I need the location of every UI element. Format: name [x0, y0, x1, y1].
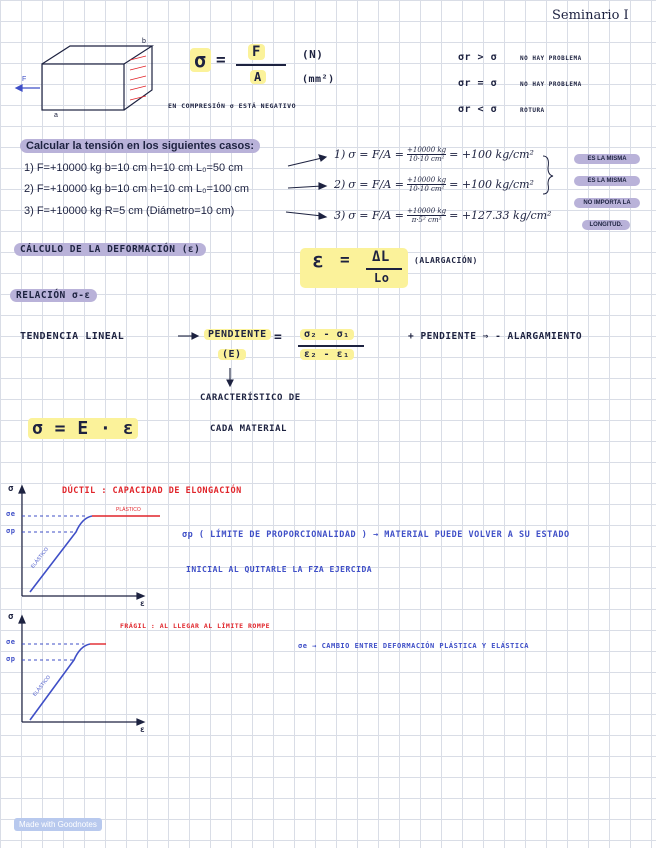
deformation-equals: = — [340, 250, 351, 269]
graph2-elastic-curve — [30, 644, 90, 720]
slope-implication: + PENDIENTE ⇒ - ALARGAMIENTO — [408, 331, 583, 342]
stress-equals: = — [216, 50, 227, 69]
condition-2-rhs: NO HAY PROBLEMA — [520, 81, 582, 88]
result-2-value: = +100 kg/cm² — [449, 178, 534, 191]
graph1-title: DÚCTIL : CAPACIDAD DE ELONGACIÓN — [62, 486, 242, 496]
exercise-case-2: 2) F=+10000 kg b=10 cm h=10 cm L₀=100 cm — [24, 183, 250, 195]
hooke-law: σ = E · ε — [28, 418, 138, 439]
graph2-tick-e: σe — [6, 638, 16, 646]
deformation-numerator: ΔL — [372, 249, 390, 265]
tendency-label: TENDENCIA LINEAL — [20, 331, 125, 342]
graph1-x-label: ε — [140, 599, 146, 608]
note-pill-1: ES LA MISMA — [574, 154, 640, 164]
exercise-heading: Calcular la tensión en los siguientes casos: — [20, 139, 260, 153]
slope-symbol: (E) — [218, 349, 246, 360]
graph1-note-line-1: σp ( LÍMITE DE PROPORCIONALIDAD ) → MATERIAL PUEDE VOLVER A SU ESTADO — [182, 530, 570, 540]
result-1-den: 10·10 cm² — [408, 155, 445, 163]
result-3-label: 3) — [334, 209, 346, 222]
condition-1-lhs: σr > σ — [458, 52, 498, 63]
block-label-a: a — [54, 112, 58, 119]
graph2-tick-p: σp — [6, 655, 16, 663]
deformation-note: (ALARGACIÓN) — [414, 256, 478, 265]
result-1-num: +10000 kg — [407, 146, 447, 154]
graph2-elastic-label: ELÁSTICO — [32, 674, 52, 698]
exercise-case-3: 3) F=+10000 kg R=5 cm (Diámetro=10 cm) — [24, 205, 235, 217]
force-label: F — [22, 76, 27, 83]
result-1-value: = +100 kg/cm² — [449, 148, 534, 161]
result-2-den: 10·10 cm² — [408, 185, 445, 193]
graph1-tick-e: σe — [6, 510, 16, 518]
result-3-value: = +127.33 kg/cm² — [449, 209, 552, 222]
slope-label: PENDIENTE — [204, 329, 271, 340]
result-1-sigma: σ = F/A = — [348, 148, 405, 161]
stress-denominator: A — [250, 70, 266, 84]
characteristic-line-1: CARACTERÍSTICO DE — [200, 393, 301, 403]
graph1-plastic-label: PLÁSTICO — [116, 507, 141, 513]
page-title: Seminario I — [552, 8, 629, 23]
slope-denominator: ε₂ - ε₁ — [300, 349, 354, 360]
note-pill-2: ES LA MISMA — [574, 176, 640, 186]
deformation-epsilon: ε — [312, 248, 325, 272]
unit-area: (mm²) — [302, 74, 335, 85]
result-2-num: +10000 kg — [407, 176, 447, 184]
result-2-sigma: σ = F/A = — [348, 178, 405, 191]
condition-3-lhs: σr < σ — [458, 104, 498, 115]
condition-3-rhs: ROTURA — [520, 107, 545, 114]
note-pill-3: NO IMPORTA LA — [574, 198, 640, 208]
block-label-b: b — [142, 38, 146, 45]
graph2-note: σe → CAMBIO ENTRE DEFORMACIÓN PLÁSTICA Y ELÁSTICA — [298, 642, 530, 650]
result-3-num: +10000 kg — [407, 207, 447, 215]
relation-heading: RELACIÓN σ-ε — [10, 289, 97, 302]
result-2-label: 2) — [334, 178, 346, 191]
slope-equals: = — [274, 330, 283, 345]
unit-newton: (N) — [302, 48, 324, 61]
stress-numerator: F — [248, 44, 265, 60]
result-3-sigma: σ = F/A = — [348, 209, 405, 222]
deformation-denominator: Lo — [374, 271, 390, 285]
condition-1-rhs: NO HAY PROBLEMA — [520, 55, 582, 62]
graph1-elastic-label: ELÁSTICO — [30, 546, 50, 570]
graph1-y-label: σ — [8, 484, 14, 494]
graph2-y-label: σ — [8, 612, 14, 622]
characteristic-line-2: CADA MATERIAL — [210, 424, 287, 434]
result-1-label: 1) — [334, 148, 346, 161]
stress-sigma: σ — [190, 48, 211, 72]
goodnotes-badge[interactable]: Made with Goodnotes — [14, 818, 102, 831]
exercise-case-1: 1) F=+10000 kg b=10 cm h=10 cm L₀=50 cm — [24, 162, 243, 174]
graph1-tick-p: σp — [6, 527, 16, 535]
graph1-note-line-2: INICIAL AL QUITARLE LA FZA EJERCIDA — [186, 565, 373, 574]
graph2-x-label: ε — [140, 725, 146, 734]
graph2-title: FRÁGIL : AL LLEGAR AL LÍMITE ROMPE — [120, 622, 271, 630]
condition-2-lhs: σr = σ — [458, 78, 498, 89]
slope-numerator: σ₂ - σ₁ — [300, 329, 354, 340]
deformation-heading: CÁLCULO DE LA DEFORMACIÓN (ε) — [14, 243, 206, 256]
result-3-den: π·5² cm² — [411, 216, 442, 224]
note-pill-4: LONGITUD. — [582, 220, 630, 230]
compression-note: EN COMPRESIÓN σ ESTÁ NEGATIVO — [168, 102, 296, 110]
